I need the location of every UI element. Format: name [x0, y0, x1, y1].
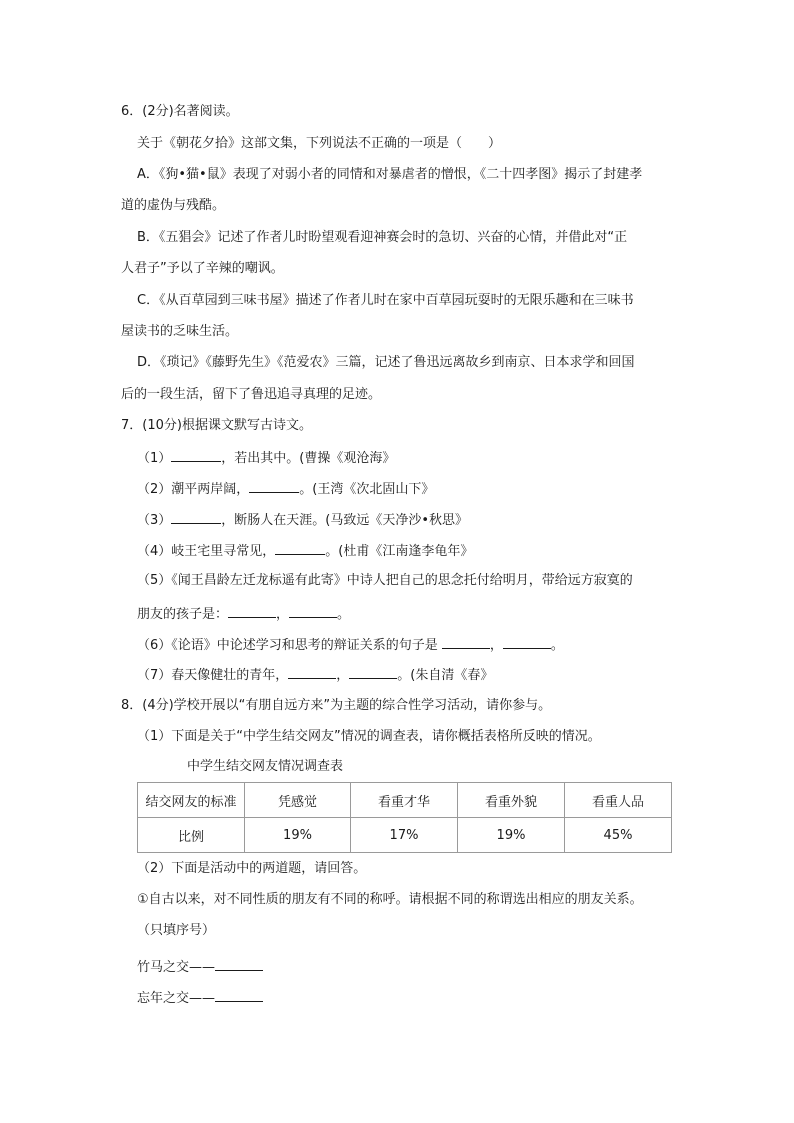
q7-item-3: （3） ，断肠人在天涯。(马致远《天净沙•秋思》 [137, 510, 468, 530]
table-header-cell: 看重外貌 [458, 783, 565, 818]
q6-header: 6．(2分)名著阅读。 [121, 104, 239, 119]
table-header-cell: 结交网友的标准 [138, 783, 245, 818]
q8-circle1: ①自古以来，对不同性质的朋友有不同的称呼。请根据不同的称谓选出相应的朋友关系。 [137, 892, 643, 907]
table-cell: 19% [245, 818, 351, 853]
q7-item-6: （6）《论语》中论述学习和思考的辩证关系的句子是 ， 。 [137, 635, 564, 655]
answer-blank[interactable] [171, 448, 221, 462]
table-cell: 45% [565, 818, 672, 853]
q7-item-7: （7）春天像健壮的青年， ， 。(朱自清《春》 [137, 665, 493, 685]
q8-sub2: （2）下面是活动中的两道题，请回答。 [137, 861, 367, 876]
q7-header: 7．(10分)根据课文默写古诗文。 [121, 418, 312, 433]
answer-blank[interactable] [289, 604, 337, 618]
table-header-cell: 看重才华 [351, 783, 458, 818]
answer-blank[interactable] [215, 957, 263, 971]
table-row [138, 818, 672, 853]
q8-forgetful-line: 忘年之交—— [137, 988, 263, 1008]
q8-bamboo-line: 竹马之交—— [137, 957, 263, 977]
q6-option-c-line2: 屋读书的乏味生活。 [121, 324, 239, 339]
answer-blank[interactable] [275, 541, 325, 555]
answer-blank[interactable] [288, 665, 336, 679]
q6-option-c-line1: C．《从百草园到三味书屋》描述了作者儿时在家中百草园玩耍时的无限乐趣和在三味书 [137, 293, 634, 308]
table-header-row [138, 783, 672, 818]
q7-item-5-line1: （5）《闻王昌龄左迁龙标遥有此寄》中诗人把自己的思念托付给明月，带给远方寂寞的 [137, 573, 633, 588]
answer-blank[interactable] [215, 988, 263, 1002]
q8-sub1: （1）下面是关于“中学生结交网友”情况的调查表，请你概括表格所反映的情况。 [137, 729, 601, 744]
survey-table-title: 中学生结交网友情况调查表 [187, 759, 344, 774]
q6-option-b-line2: 人君子”予以了辛辣的嘲讽。 [121, 261, 284, 276]
q8-header: 8．(4分)学校开展以“有朋自远方来”为主题的综合性学习活动，请你参与。 [121, 698, 552, 713]
q7-item-1: （1） ，若出其中。(曹操《观沧海》 [137, 448, 395, 468]
q6-option-d-line2: 后的一段生活，留下了鲁迅追寻真理的足迹。 [121, 387, 382, 402]
answer-blank[interactable] [442, 635, 490, 649]
q6-option-d-line1: D．《琐记》《藤野先生》《范爱农》三篇，记述了鲁迅远离故乡到南京、日本求学和回国 [137, 355, 635, 370]
table-cell: 19% [458, 818, 565, 853]
survey-table [137, 782, 672, 853]
answer-blank[interactable] [349, 665, 397, 679]
answer-blank[interactable] [228, 604, 276, 618]
answer-blank[interactable] [503, 635, 551, 649]
table-cell: 比例 [138, 818, 245, 853]
table-header-cell: 凭感觉 [245, 783, 351, 818]
q7-item-5-line2: 朋友的孩子是： ， 。 [137, 604, 350, 624]
answer-blank[interactable] [249, 479, 299, 493]
q6-option-a-line2: 道的虚伪与残酷。 [121, 198, 226, 213]
answer-blank[interactable] [171, 510, 221, 524]
table-cell: 17% [351, 818, 458, 853]
q7-item-2: （2）潮平两岸阔， 。(王湾《次北固山下》 [137, 479, 434, 499]
q6-option-a-line1: A．《狗•猫•鼠》表现了对弱小者的同情和对暴虐者的憎恨，《二十四孝图》揭示了封建孝 [137, 167, 643, 182]
q6-option-b-line1: B．《五猖会》记述了作者儿时盼望观看迎神赛会时的急切、兴奋的心情，并借此对“正 [137, 230, 628, 245]
table-header-cell: 看重人品 [565, 783, 672, 818]
q6-stem: 关于《朝花夕拾》这部文集，下列说法不正确的一项是（ ） [137, 136, 502, 151]
q7-item-4: （4）岐王宅里寻常见， 。(杜甫《江南逢李龟年》 [137, 541, 473, 561]
q8-note: （只填序号） [137, 923, 216, 938]
